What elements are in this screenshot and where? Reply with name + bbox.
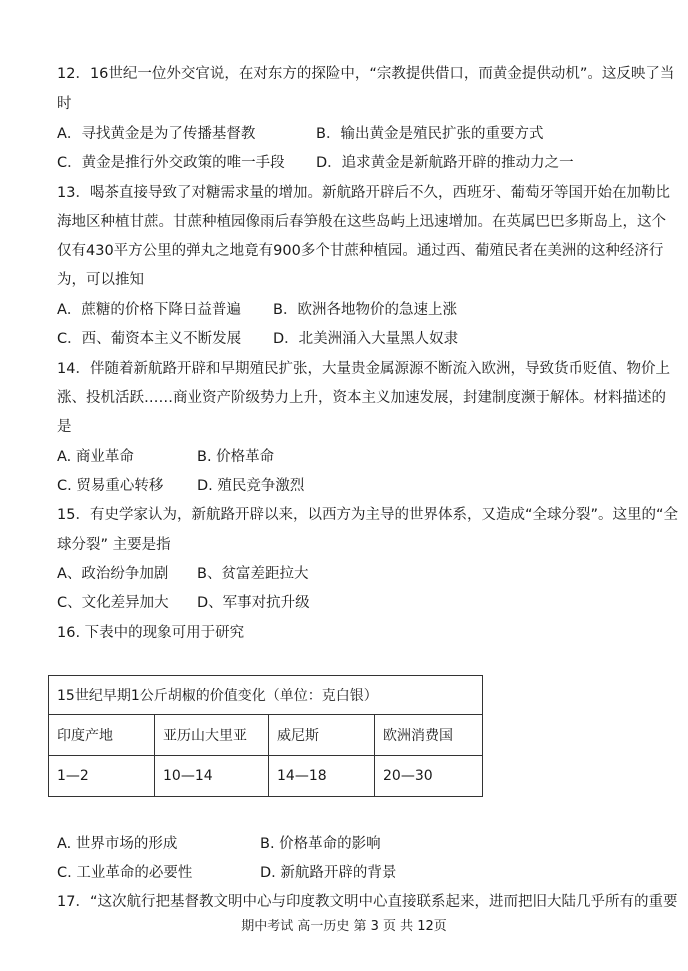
q13-stem-line2: 海地区种植甘蔗。甘蔗种植园像雨后春笋般在这些岛屿上迅速增加。在英属巴巴多斯岛上，这个: [57, 214, 666, 230]
table-header-cell: 威尼斯: [269, 715, 375, 756]
q13-stem-line4: 为，可以推知: [57, 272, 144, 288]
table-header-row: [49, 715, 483, 756]
table-title: 15世纪早期1公斤胡椒的价值变化（单位：克白银）: [49, 676, 483, 715]
q14-stem-line3: 是: [57, 419, 72, 435]
table-header-cell: 印度产地: [49, 715, 155, 756]
q15-stem-line2: 球分裂” 主要是指: [57, 537, 171, 553]
pepper-price-table: [48, 675, 483, 797]
table-cell: 20—30: [375, 756, 483, 797]
q12-option-b: B．输出黄金是殖民扩张的重要方式: [316, 126, 544, 142]
q14-stem-line2: 涨、投机活跃……商业资产阶级势力上升，资本主义加速发展，封建制度濒于解体。材料描述的: [57, 390, 666, 406]
q15-option-a: A、政治纷争加剧: [57, 566, 169, 582]
q14-option-d: D. 殖民竞争激烈: [197, 478, 305, 494]
q16-option-d: D. 新航路开辟的背景: [260, 865, 397, 881]
q12-stem-line1: 12．16世纪一位外交官说，在对东方的探险中，“宗教提供借口，而黄金提供动机”。这反映了当: [57, 66, 675, 82]
table-header-cell: 欧洲消费国: [375, 715, 483, 756]
q14-option-c: C. 贸易重心转移: [57, 478, 164, 494]
q15-option-c: C、文化差异加大: [57, 595, 169, 611]
q12-option-a: A．寻找黄金是为了传播基督教: [57, 126, 256, 142]
q16-option-a: A. 世界市场的形成: [57, 836, 178, 852]
table-cell: 10—14: [155, 756, 269, 797]
q16-stem-line1: 16. 下表中的现象可用于研究: [57, 625, 245, 641]
page-footer: 期中考试 高一历史 第 3 页 共 12页: [241, 919, 447, 934]
q17-stem-line1: 17．“这次航行把基督教文明中心与印度教文明中心直接联系起来，进而把旧大陆几乎所有的重要: [57, 894, 678, 910]
q14-option-a: A. 商业革命: [57, 449, 134, 465]
q14-option-b: B. 价格革命: [197, 449, 275, 465]
q16-option-b: B. 价格革命的影响: [260, 836, 381, 852]
q13-option-c: C．西、葡资本主义不断发展: [57, 331, 242, 347]
q13-option-d: D．北美洲涌入大量黑人奴隶: [273, 331, 459, 347]
q16-option-c: C. 工业革命的必要性: [57, 865, 193, 881]
q13-stem-line3: 仅有430平方公里的弹丸之地竟有900多个甘蔗种植园。通过西、葡殖民者在美洲的这种经济行: [57, 243, 664, 259]
q13-option-a: A．蔗糖的价格下降日益普遍: [57, 302, 241, 318]
table-header-cell: 亚历山大里亚: [155, 715, 269, 756]
q14-stem-line1: 14．伴随着新航路开辟和早期殖民扩张，大量贵金属源源不断流入欧洲，导致货币贬值、物价上: [57, 361, 670, 377]
q12-option-c: C．黄金是推行外交政策的唯一手段: [57, 155, 285, 171]
table-row: [49, 756, 483, 797]
table-cell: 14—18: [269, 756, 375, 797]
q15-option-b: B、贫富差距拉大: [197, 566, 309, 582]
q15-stem-line1: 15．有史学家认为，新航路开辟以来，以西方为主导的世界体系，又造成“全球分裂”。这里的“全: [57, 507, 678, 523]
q12-stem-line2: 时: [57, 96, 72, 112]
q13-option-b: B．欧洲各地物价的急速上涨: [273, 302, 457, 318]
table-cell: 1—2: [49, 756, 155, 797]
q15-option-d: D、军事对抗升级: [197, 595, 310, 611]
q12-option-d: D．追求黄金是新航路开辟的推动力之一: [316, 155, 574, 171]
q13-stem-line1: 13．喝茶直接导致了对糖需求量的增加。新航路开辟后不久，西班牙、葡萄牙等国开始在加勒比: [57, 185, 670, 201]
